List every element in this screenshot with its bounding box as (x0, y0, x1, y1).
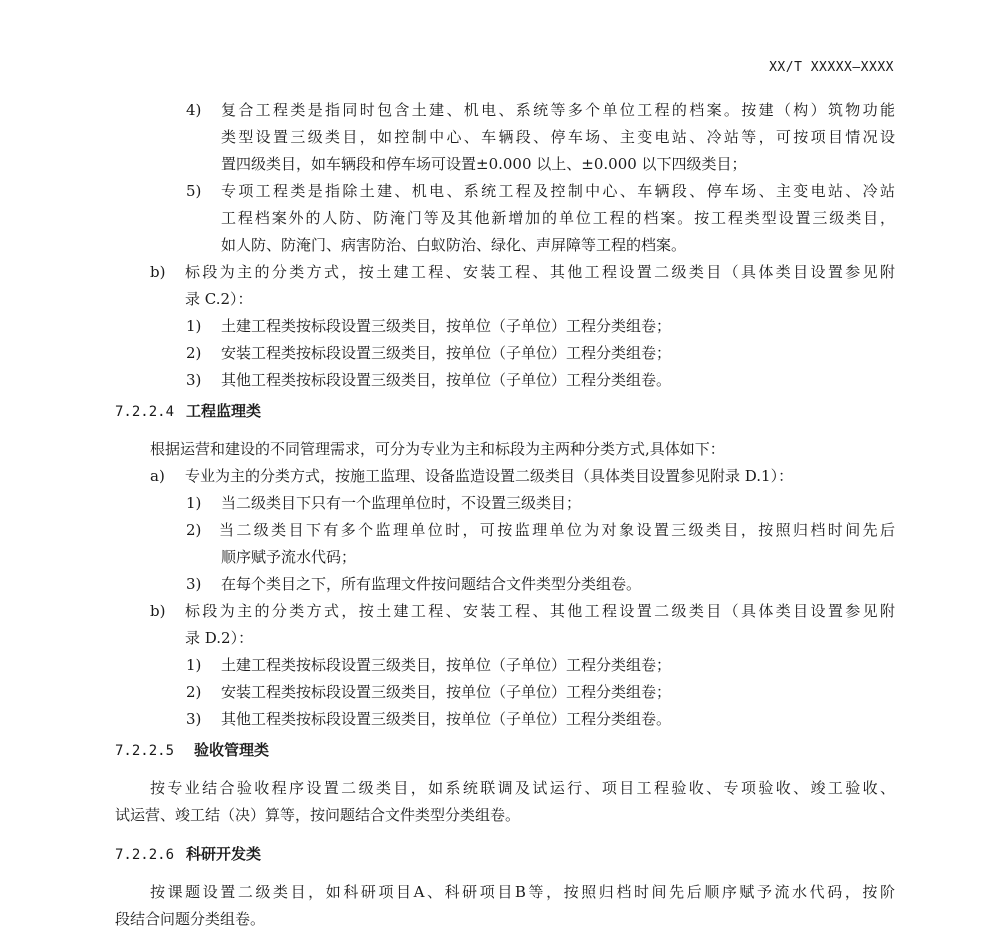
item-4-line-3: 置四级类目，如车辆段和停车场可设置±0.000 以上、±0.000 以下四级类目； (221, 155, 747, 173)
section-heading-7-2-2-4 (115, 401, 261, 422)
subitem-label: 2) (186, 683, 202, 701)
subitem-text: 土建工程类按标段设置三级类目，按单位（子单位）工程分类组卷； (221, 656, 672, 674)
item-4-line-2: 类型设置三级类目，如控制中心、车辆段、停车场、主变电站、冷站等，可按项目情况设 (221, 128, 895, 146)
subitem-text: 当二级类目下有多个监理单位时，可按监理单位为对象设置三级类目，按照归档时间先后 (219, 521, 895, 539)
item-4-label: 4) (186, 101, 202, 119)
item-a-label: a) (150, 467, 165, 485)
paragraph-line-2: 段结合问题分类组卷。 (115, 910, 266, 928)
item-5-line-3: 如人防、防淹门、病害防治、白蚁防治、绿化、声屏障等工程的档案。 (221, 236, 687, 254)
subitem-label: 1) (186, 317, 202, 335)
subitem-text-cont: 顺序赋予流水代码； (221, 548, 357, 566)
document-code-header: XX/T XXXXX—XXXX (769, 60, 894, 75)
subitem-text: 其他工程类按标段设置三级类目，按单位（子单位）工程分类组卷。 (221, 371, 672, 389)
section-number: 7.2.2.5 (115, 743, 175, 759)
paragraph-line-1: 按课题设置二级类目，如科研项目A、科研项目B等，按照归档时间先后顺序赋予流水代码，按阶 (150, 883, 895, 901)
item-b-line-2: 录 D.2）： (185, 629, 254, 647)
subitem-label: 2) (186, 521, 202, 539)
item-b-label: b) (150, 263, 166, 281)
subitem-text: 安装工程类按标段设置三级类目，按单位（子单位）工程分类组卷； (221, 683, 672, 701)
subitem-text: 当二级类目下只有一个监理单位时，不设置三级类目； (221, 494, 582, 512)
section-title: 科研开发类 (186, 845, 262, 863)
item-a-text: 专业为主的分类方式，按施工监理、设备监造设置二级类目（具体类目设置参见附录 D.1）： (185, 467, 794, 485)
section-heading-7-2-2-5 (115, 740, 269, 761)
item-b-label: b) (150, 602, 166, 620)
subitem-text: 安装工程类按标段设置三级类目，按单位（子单位）工程分类组卷； (221, 344, 672, 362)
subitem-text: 在每个类目之下，所有监理文件按问题结合文件类型分类组卷。 (221, 575, 642, 593)
paragraph-line-2: 试运营、竣工结（决）算等，按问题结合文件类型分类组卷。 (115, 806, 521, 824)
subitem-label: 2) (186, 344, 202, 362)
section-intro: 根据运营和建设的不同管理需求，可分为专业为主和标段为主两种分类方式,具体如下： (150, 440, 725, 458)
item-b-line-1: 标段为主的分类方式，按土建工程、安装工程、其他工程设置二级类目（具体类目设置参见附 (185, 263, 895, 281)
item-5-line-1: 专项工程类是指除土建、机电、系统工程及控制中心、车辆段、停车场、主变电站、冷站 (221, 182, 895, 200)
item-4-line-1: 复合工程类是指同时包含土建、机电、系统等多个单位工程的档案。按建（构）筑物功能 (221, 101, 895, 119)
subitem-text: 土建工程类按标段设置三级类目，按单位（子单位）工程分类组卷； (221, 317, 672, 335)
item-b-line-2: 录 C.2）： (185, 290, 253, 308)
subitem-label: 3) (186, 710, 202, 728)
section-heading-7-2-2-6 (115, 844, 261, 865)
subitem-label: 1) (186, 656, 202, 674)
subitem-text: 其他工程类按标段设置三级类目，按单位（子单位）工程分类组卷。 (221, 710, 672, 728)
subitem-label: 3) (186, 575, 202, 593)
subitem-label: 3) (186, 371, 202, 389)
section-title: 验收管理类 (194, 741, 270, 759)
item-b-line-1: 标段为主的分类方式，按土建工程、安装工程、其他工程设置二级类目（具体类目设置参见附 (185, 602, 895, 620)
subitem-label: 1) (186, 494, 202, 512)
section-title: 工程监理类 (186, 402, 262, 420)
section-number: 7.2.2.6 (115, 847, 175, 863)
item-5-label: 5) (186, 182, 202, 200)
paragraph-line-1: 按专业结合验收程序设置二级类目，如系统联调及试运行、项目工程验收、专项验收、竣工验收、 (150, 779, 895, 797)
item-5-line-2: 工程档案外的人防、防淹门等及其他新增加的单位工程的档案。按工程类型设置三级类目， (221, 209, 895, 227)
section-number: 7.2.2.4 (115, 404, 175, 420)
